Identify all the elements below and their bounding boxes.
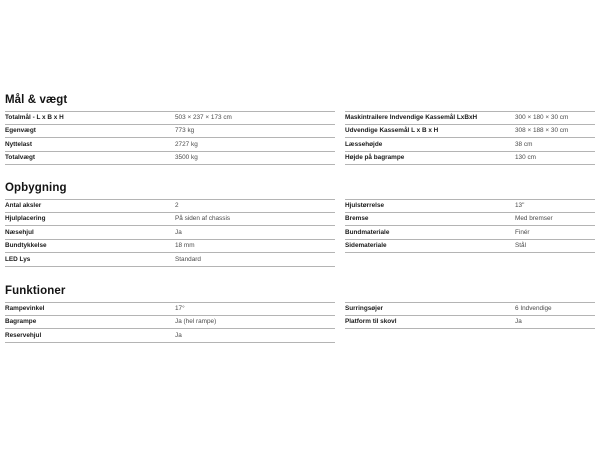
spec-table-left [5,199,335,267]
spec-value: Ja [175,228,182,236]
spec-label: Næsehjul [5,228,34,236]
spec-row [345,152,595,166]
spec-value: Ja (hel rampe) [175,318,217,326]
spec-label: Bagrampe [5,318,37,326]
spec-row [5,199,335,213]
spec-label: Egenvægt [5,127,36,135]
spec-label: Bundmateriale [345,228,390,236]
spec-row [345,199,595,213]
spec-value: Ja [515,318,522,326]
spec-value: 13" [515,202,525,210]
spec-row [5,329,335,343]
spec-row [345,226,595,240]
spec-value: 300 × 180 × 30 cm [515,114,569,122]
section-funktioner [5,284,595,343]
spec-row [5,253,335,267]
section-title: Opbygning [5,182,67,194]
spec-label: Rampevinkel [5,305,45,313]
spec-table-left [5,111,335,165]
spec-row [5,152,335,166]
spec-label: Bundtykkelse [5,242,47,250]
spec-table-right [345,302,595,343]
spec-row [345,316,595,330]
spec-row [345,111,595,125]
spec-label: LED Lys [5,255,31,263]
spec-value: 6 Indvendige [515,305,552,313]
spec-row [5,226,335,240]
section-maal-vaegt [5,93,595,165]
spec-row [5,213,335,227]
spec-label: Hjulplacering [5,215,46,223]
section-opbygning [5,181,595,267]
spec-value: Stål [515,242,527,250]
spec-value: 503 × 237 × 173 cm [175,114,232,122]
spec-value: Finér [515,228,530,236]
spec-row [345,125,595,139]
spec-value: 38 cm [515,140,533,148]
spec-label: Nyttelast [5,140,32,148]
spec-label: Sidemateriale [345,242,387,250]
spec-value: 308 × 188 × 30 cm [515,127,569,135]
spec-value: Ja [175,331,182,339]
spec-value: På siden af chassis [175,215,231,223]
spec-label: Højde på bagrampe [345,154,405,162]
spec-value: 17° [175,305,185,313]
spec-row [345,213,595,227]
spec-label: Bremse [345,215,369,223]
spec-row [345,240,595,254]
spec-row [345,138,595,152]
spec-value: 2 [175,202,179,210]
spec-table-right [345,111,595,165]
spec-label: Maskintrailere Indvendige Kassemål LxBxH [345,114,478,122]
spec-row [5,240,335,254]
spec-row [5,125,335,139]
spec-value: 3500 kg [175,154,198,162]
spec-row [5,138,335,152]
spec-table-right [345,199,595,267]
spec-label: Surringsøjer [345,305,383,313]
spec-label: Platform til skovl [345,318,397,326]
spec-value: 130 cm [515,154,536,162]
spec-label: Reservehjul [5,331,42,339]
section-title: Mål & vægt [5,94,68,106]
spec-value: Standard [175,255,201,263]
spec-label: Totalvægt [5,154,36,162]
spec-label: Hjulstørrelse [345,202,385,210]
spec-row [345,302,595,316]
spec-label: Udvendige Kassemål L x B x H [345,127,439,135]
spec-row [5,316,335,330]
spec-row [5,302,335,316]
spec-value: 773 kg [175,127,195,135]
spec-value: 18 mm [175,242,195,250]
spec-label: Læssehøjde [345,140,383,148]
spec-value: Med bremser [515,215,553,223]
spec-value: 2727 kg [175,140,198,148]
spec-table-left [5,302,335,343]
spec-label: Totalmål - L x B x H [5,114,64,122]
spec-label: Antal aksler [5,202,42,210]
section-title: Funktioner [5,285,66,297]
spec-row [5,111,335,125]
